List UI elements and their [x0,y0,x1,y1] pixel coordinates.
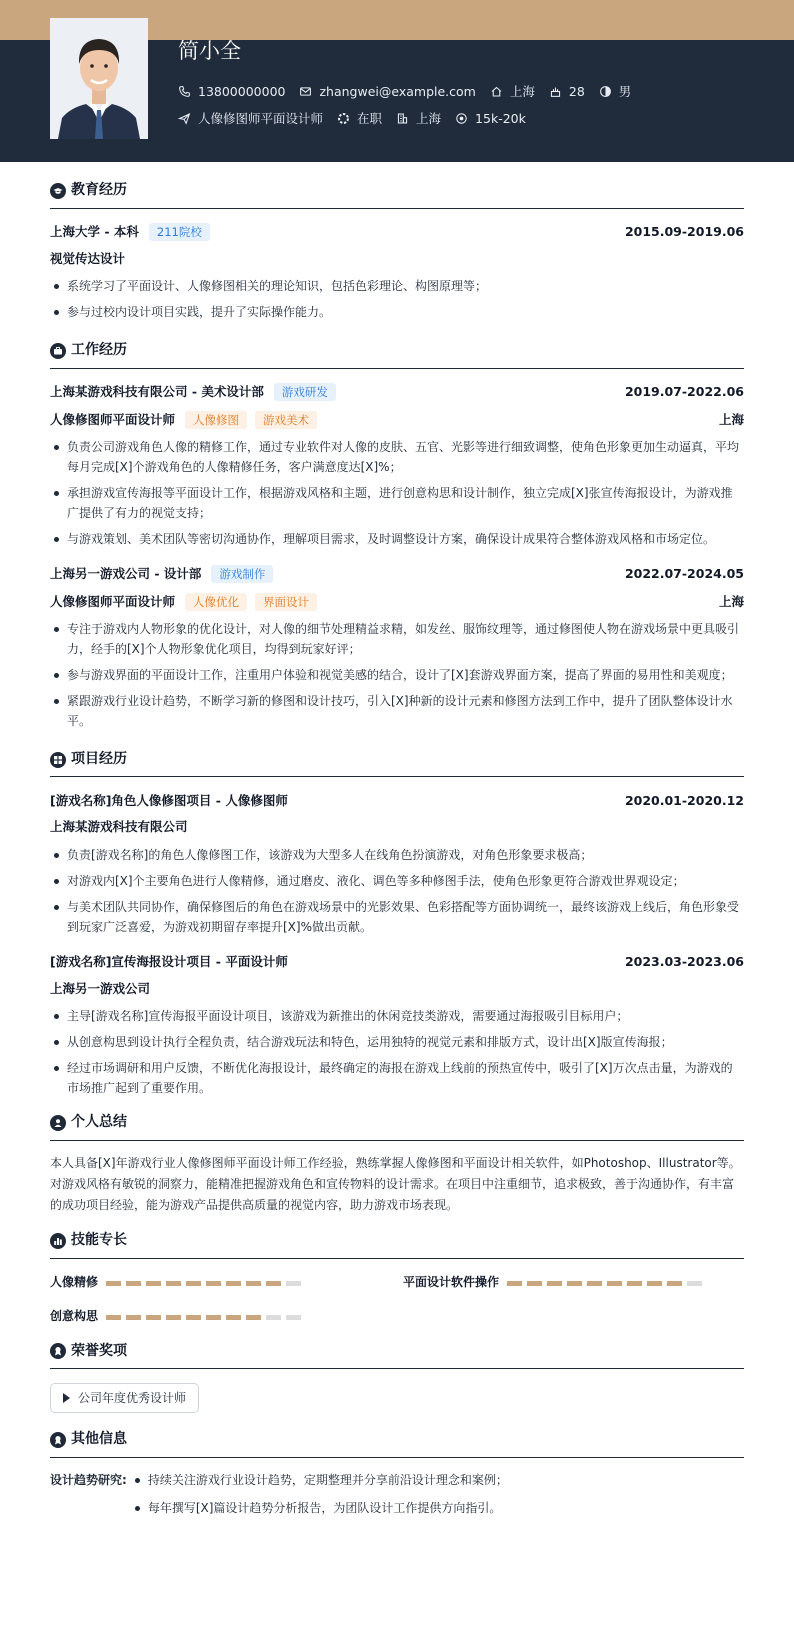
gender-icon [599,85,612,98]
candidate-name: 简小全 [178,39,241,63]
list-item: 每年撰写[X]篇设计趋势分析报告，为团队设计工作提供方向指引。 [131,1498,744,1518]
honors-section [50,1341,744,1414]
skill-dash-filled [547,1281,562,1286]
other-info [50,1470,744,1526]
phone-icon [178,85,191,98]
work-city: 上海 [718,594,744,610]
skill-tag: 游戏美术 [255,411,317,429]
position-title: 人像修图师平面设计师 [50,412,176,428]
section-header [50,340,744,369]
section-title: 其他信息 [71,1431,127,1448]
salary-icon [455,112,468,125]
salary-text: 15k-20k [475,111,526,126]
skill-dash-filled [607,1281,622,1286]
profile-header [0,40,794,162]
list-item: 与美术团队共同协作，确保修图后的角色在游戏场景中的光影效果、色彩搭配等方面协调统一，最终该游戏上线后，角色形象受到玩家广泛喜爱，为游戏初期留存率提升[X]%做出贡献。 [50,897,744,937]
skill-dash-filled [587,1281,602,1286]
work-entry [50,381,744,549]
skill-tag: 界面设计 [255,593,317,611]
section-header [50,1341,744,1370]
skill-name: 人像精修 [50,1275,99,1290]
skill-dash-filled [106,1315,121,1320]
list-item: 参与游戏界面的平面设计工作，注重用户体验和视觉美感的结合，设计了[X]套游戏界面方案，提高了界面的易用性和美观度； [50,665,744,685]
list-item: 系统学习了平面设计、人像修图相关的理论知识，包括色彩理论、构图原理等； [50,276,744,296]
grid-icon [50,752,66,768]
email-item [299,82,475,101]
send-icon [178,112,191,125]
section-title: 教育经历 [71,182,127,198]
major: 视觉传达设计 [50,250,126,266]
other-bullets [131,1470,744,1526]
skill-dash-filled [186,1315,201,1320]
school-tag: 211院校 [149,223,210,241]
education-date: 2015.09-2019.06 [624,224,744,239]
skill-dash-filled [146,1315,161,1320]
skill-item [50,1273,403,1293]
work-date: 2022.07-2024.05 [624,566,744,582]
skill-dash-filled [166,1315,181,1320]
work-city: 上海 [718,412,744,428]
skills-section [50,1230,744,1327]
building-icon [396,112,409,125]
project-entry [50,951,744,1098]
project-bullets [50,1006,744,1098]
user-icon [50,1115,66,1131]
section-header [50,1230,744,1259]
contact-row [178,82,645,101]
target-position-item [178,109,323,128]
home-icon [490,85,503,98]
skill-dash-filled [246,1315,261,1320]
list-item: 负责[游戏名称]的角色人像修图工作，该游戏为大型多人在线角色扮演游戏，对角色形象要求极高； [50,845,744,865]
resume-body [0,162,794,1526]
skill-dash-empty [266,1315,281,1320]
skill-dash-filled [126,1315,141,1320]
company-name: 上海另一游戏公司 - 设计部 [50,566,202,582]
project-title: [游戏名称]宣传海报设计项目 - 平面设计师 [50,954,288,970]
school-name: 上海大学 - 本科 [50,224,139,239]
skill-tag: 人像优化 [185,593,247,611]
work-date: 2019.07-2022.06 [624,384,744,400]
skill-item [50,1307,403,1327]
skill-level-bar [507,1273,707,1292]
section-header [50,749,744,778]
list-item: 承担游戏宣传海报等平面设计工作，根据游戏风格和主题，进行创意构思和设计制作，独立完成[X]张宣传海报设计，为游戏推广提供了有力的视觉支持； [50,483,744,523]
skill-dash-filled [647,1281,662,1286]
play-icon [63,1393,70,1403]
skill-dash-empty [286,1281,301,1286]
skill-dash-filled [226,1315,241,1320]
skill-dash-filled [527,1281,542,1286]
graduation-cap-icon [50,183,66,199]
phone-text: 13800000000 [198,84,286,99]
bar-chart-icon [50,1233,66,1249]
project-company: 上海某游戏科技有限公司 [50,819,188,835]
skill-dash-filled [126,1281,141,1286]
age-text: 28 [568,84,585,99]
city-item [490,82,535,101]
skill-dash-filled [166,1281,181,1286]
summary-text: 本人具备[X]年游戏行业人像修图师平面设计师工作经验，熟练掌握人像修图和平面设计相关软件，如Photoshop、Illustrator等。对游戏风格有敏锐的洞察力，能精准把握游戏角色和宣传物料的设计需求。在项目中注重细节，追求极致，善于沟通协作，有丰富的成功项目经验，能为游戏产品提供高质量的视觉内容，助力游戏市场表现。 [50,1155,741,1212]
list-item: 持续关注游戏行业设计趋势，定期整理并分享前沿设计理念和案例； [131,1470,744,1490]
city-text: 上海 [509,84,535,99]
project-title: [游戏名称]角色人像修图项目 - 人像修图师 [50,792,288,808]
skill-dash-filled [266,1281,281,1286]
education-section [50,180,744,322]
section-header [50,1112,744,1141]
skill-dash-filled [186,1281,201,1286]
work-bullets [50,437,744,549]
email-text: zhangwei@example.com [319,84,476,99]
mail-icon [299,85,312,98]
skills-grid [50,1271,744,1327]
project-date: 2020.01-2020.12 [624,792,744,808]
skill-dash-filled [246,1281,261,1286]
section-header [50,180,744,209]
skill-dash-filled [106,1281,121,1286]
skill-dash-empty [286,1315,301,1320]
honor-text: 公司年度优秀设计师 [78,1390,187,1405]
skill-dash-filled [667,1281,682,1286]
status-item [337,109,382,128]
section-title: 个人总结 [71,1114,127,1131]
list-item: 主导[游戏名称]宣传海报平面设计项目，该游戏为新推出的休闲竞技类游戏，需要通过海报吸引目标用户； [50,1006,744,1026]
company-tag: 游戏制作 [211,565,273,583]
other-label: 设计趋势研究: [50,1472,127,1487]
section-header [50,1429,744,1458]
skill-level-bar [106,1273,306,1292]
skill-dash-filled [226,1281,241,1286]
skill-name: 创意构思 [50,1309,99,1324]
list-item: 参与过校内设计项目实践，提升了实际操作能力。 [50,302,744,322]
project-bullets [50,845,744,937]
status-text: 在职 [357,111,383,126]
cake-icon [549,85,562,98]
skill-dash-filled [206,1281,221,1286]
education-bullets [50,276,744,322]
status-icon [337,112,350,125]
section-title: 荣誉奖项 [71,1342,127,1359]
gender-text: 男 [618,84,632,99]
project-date: 2023.03-2023.06 [624,954,744,970]
skill-tag: 人像修图 [185,411,247,429]
target-city-item [396,109,441,128]
skill-dash-filled [567,1281,582,1286]
section-title: 技能专长 [71,1231,127,1248]
list-item: 紧跟游戏行业设计趋势，不断学习新的修图和设计技巧，引入[X]种新的设计元素和修图方法到工作中，提升了团队整体设计水平。 [50,691,744,731]
company-tag: 游戏研发 [274,383,336,401]
skill-dash-filled [206,1315,221,1320]
award-icon [50,1343,66,1359]
work-bullets [50,619,744,731]
honor-item[interactable] [50,1383,199,1413]
award-icon [50,1432,66,1448]
skill-item [403,1273,744,1293]
skill-dash-filled [627,1281,642,1286]
work-section [50,340,744,731]
position-title: 人像修图师平面设计师 [50,594,176,610]
salary-item [455,109,526,128]
list-item: 与游戏策划、美术团队等密切沟通协作，理解项目需求，及时调整设计方案，确保设计成果符合整体游戏风格和市场定位。 [50,529,744,549]
job-intent-row [178,109,540,128]
work-entry [50,563,744,731]
skill-name: 平面设计软件操作 [403,1275,500,1290]
list-item: 对游戏内[X]个主要角色进行人像精修，通过磨皮、液化、调色等多种修图手法，使角色形象更符合游戏世界观设定； [50,871,744,891]
target-city-text: 上海 [416,111,442,126]
avatar [50,18,148,139]
skill-level-bar [106,1307,306,1326]
list-item: 专注于游戏内人物形象的优化设计，对人像的细节处理精益求精，如发丝、服饰纹理等，通过修图使人物在游戏场景中更具吸引力，经手的[X]个人物形象优化项目，均得到玩家好评； [50,619,744,659]
summary-section [50,1112,744,1216]
list-item: 负责公司游戏角色人像的精修工作，通过专业软件对人像的皮肤、五官、光影等进行细致调整，使角色形象更加生动逼真，平均每月完成[X]个游戏角色的人像精修任务，客户满意度达[X]%； [50,437,744,477]
list-item: 从创意构思到设计执行全程负责，结合游戏玩法和特色，运用独特的视觉元素和排版方式，设计出[X]版宣传海报； [50,1032,744,1052]
section-title: 项目经历 [71,750,127,767]
list-item: 经过市场调研和用户反馈，不断优化海报设计，最终确定的海报在游戏上线前的预热宣传中，吸引了[X]万次点击量，为游戏的市场推广起到了重要作用。 [50,1058,744,1098]
skill-dash-filled [507,1281,522,1286]
other-section [50,1429,744,1526]
project-company: 上海另一游戏公司 [50,980,151,996]
target-position-text: 人像修图师平面设计师 [198,111,324,126]
gender-item [599,82,632,101]
section-title: 工作经历 [71,342,127,359]
education-row [50,221,744,243]
project-section [50,749,744,1098]
briefcase-icon [50,343,66,359]
skill-dash-filled [146,1281,161,1286]
phone-item [178,82,285,101]
company-name: 上海某游戏科技有限公司 - 美术设计部 [50,384,264,400]
project-entry [50,789,744,936]
age-item [549,82,585,101]
skill-dash-empty [687,1281,702,1286]
